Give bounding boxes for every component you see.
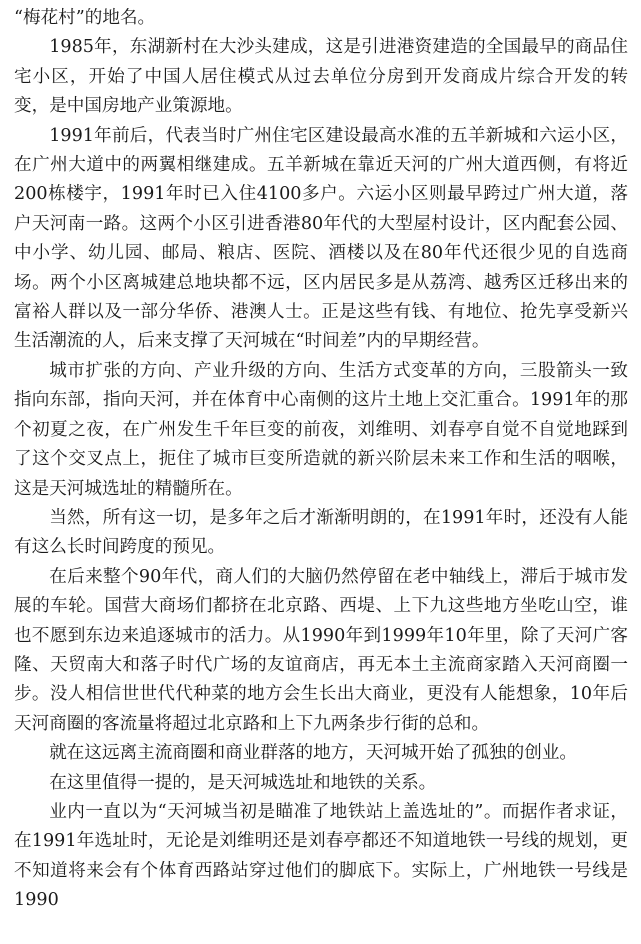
paragraph-metro-site-selection: 业内一直以为“天河城当初是瞄准了地铁站上盖选址的”。而据作者求证，在1991年选址时，无论是刘维明还是刘春亭都还不知道地铁一号线的规划，更不知道将来会有个体育西路站穿过他们的脚底下。实际上，广州地铁一号线是1990 [14, 801, 628, 911]
document-page [14, 4, 628, 916]
paragraph-three-arrows: 城市扩张的方向、产业升级的方向、生活方式变革的方向，三股箭头一致指向东部，指向天河，并在体育中心南侧的这片土地上交汇重合。1991年的那个初夏之夜，在广州发生千年巨变的前夜，刘维明、刘春亭自觉不自觉地踩到了这个交叉点上，扼住了城市巨变所造就的新兴阶层未来工作和生活的咽喉，这是天河城选址的精髓所在。 [14, 360, 628, 499]
paragraph-1990s-merchants: 在后来整个90年代，商人们的大脑仍然停留在老中轴线上，滞后于城市发展的车轮。国营大商场们都挤在北京路、西堤、上下九这些地方坐吃山空，谁也不愿到东边来追逐城市的活力。从1990年到1999年10年里，除了天河广客隆、天贸南大和落子时代广场的友谊商店，再无本土主流商家踏入天河商圈一步。没人相信世世代代种菜的地方会生长出大商业，更没有人能想象，10年后天河商圈的客流量将超过北京路和上下九两条步行街的总和。 [14, 566, 628, 734]
paragraph-metro-relation: 在这里值得一提的，是天河城选址和地铁的关系。 [49, 772, 437, 793]
paragraph-foresight: 当然，所有这一切，是多年之后才渐渐明朗的，在1991年时，还没有人能有这么长时间跨度的预见。 [14, 507, 628, 558]
paragraph-lonely-venture: 就在这远离主流商圈和商业群落的地方，天河城开始了孤独的创业。 [49, 743, 578, 764]
paragraph-donghu-new-village: 1985年，东湖新村在大沙头建成，这是引进港资建造的全国最早的商品住宅小区，开始了中国人居住模式从过去单位分房到开发商成片综合开发的转变，是中国房地产业策源地。 [14, 37, 628, 117]
paragraph-wuyang-liuyun: 1991年前后，代表当时广州住宅区建设最高水准的五羊新城和六运小区，在广州大道中的两翼相继建成。五羊新城在靠近天河的广州大道西侧，有将近200栋楼宇，1991年时已入住4100多户。六运小区则最早跨过广州大道，落户天河南一路。这两个小区引进香港80年代的大型屋村设计，区内配套公园、中小学、幼儿园、邮局、粮店、医院、酒楼以及在80年代还很少见的自选商场。两个小区离城建总地块都不远，区内居民多是从荔湾、越秀区迁移出来的富裕人群以及一部分华侨、港澳人士。正是这些有钱、有地位、抢先享受新兴生活潮流的人，后来支撑了天河城在“时间差”内的早期经营。 [14, 125, 628, 352]
paragraph-meihua-village-continuation: “梅花村”的地名。 [14, 8, 156, 28]
